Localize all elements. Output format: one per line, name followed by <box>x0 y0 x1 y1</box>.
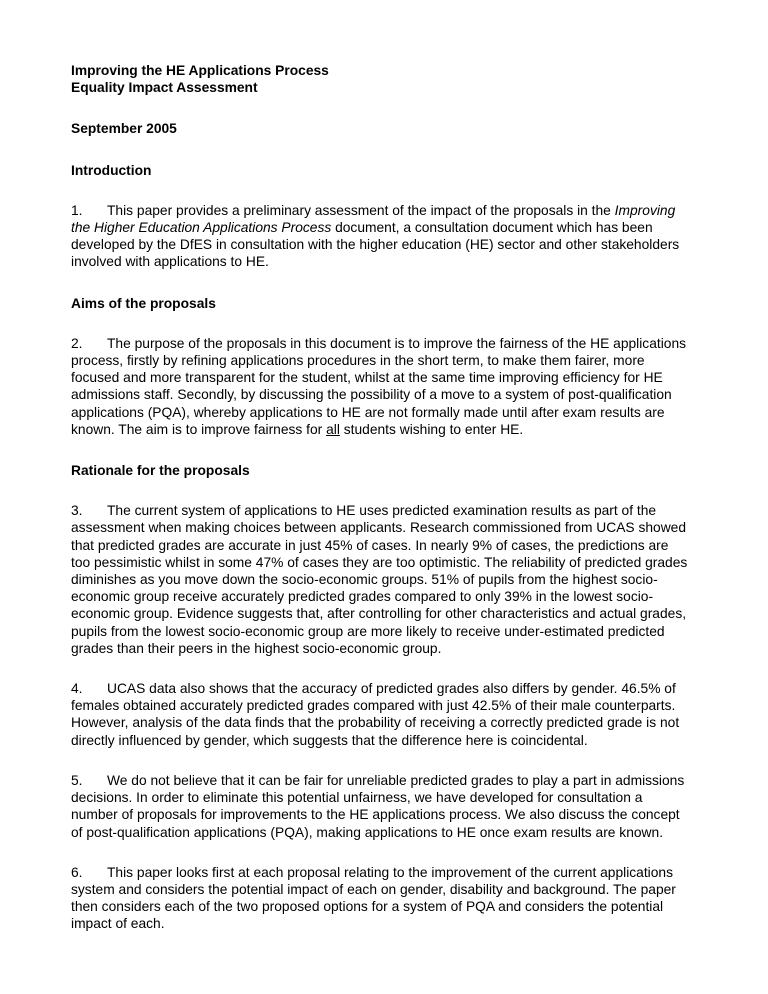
document-title-block <box>71 62 690 96</box>
paragraph-text: students wishing to enter HE. <box>339 421 524 437</box>
numbered-paragraph <box>71 680 691 749</box>
document-body <box>71 162 690 933</box>
paragraph-text: We do not believe that it can be fair for unreliable predicted grades to play a part in admissions decisions. In order to eliminate this potential unfairness, we have developed for consultation a number of proposals for improvements to the HE applications process. We also discuss the concept of post-qualification applications (PQA), making applications to HE once exam results are known. <box>71 772 685 840</box>
section-heading: Introduction <box>71 162 152 178</box>
paragraph-number: 3. <box>71 503 83 519</box>
section-heading: Rationale for the proposals <box>71 463 250 479</box>
paragraph-text: UCAS data also shows that the accuracy of predicted grades also differs by gender. 46.5% of females obtained accurately predicted grades compared with just 42.5% of their male counterparts. However, analysis of the data finds that the probability of receiving a correctly predicted grade is not directly influenced by gender, which suggests that the difference here is coincidental. <box>71 681 680 748</box>
numbered-paragraph <box>71 864 691 933</box>
document-title-line-2: Equality Impact Assessment <box>71 80 258 96</box>
document-date: September 2005 <box>71 121 177 137</box>
numbered-paragraph <box>71 202 691 271</box>
paragraph-text: This paper looks first at each proposal relating to the improvement of the current applications system and considers the potential impact of each on gender, disability and background. The paper then considers each of the two proposed options for a system of PQA and considers the potential impact of each. <box>71 864 676 932</box>
paragraph-number: 6. <box>71 864 83 880</box>
paragraph-number: 5. <box>71 772 83 788</box>
numbered-paragraph <box>71 335 691 438</box>
numbered-paragraph <box>71 772 691 841</box>
underlined-emphasis: all <box>326 421 340 437</box>
paragraph-number: 2. <box>71 335 83 351</box>
numbered-paragraph <box>71 502 691 657</box>
paragraph-text: document, a consultation document which has been developed by the DfES in consultation with the higher education (HE) sector and other stakeholders involved with applications to HE. <box>71 220 680 270</box>
paragraph-text: The purpose of the proposals in this document is to improve the fairness of the HE applications process, firstly by refining applications procedures in the short term, to make them fairer, more focused and more transparent for the student, whilst at the same time improving efficiency for HE admissions staff. Secondly, by discussing the possibility of a move to a system of post-qualification applications (PQA), whereby applications to HE are not formally made until after exam results are known. The aim is to improve fairness for <box>71 335 687 437</box>
paragraph-text: The current system of applications to HE uses predicted examination results as part of the assessment when making choices between applicants. Research commissioned from UCAS showed that predicted grades are accurate in just 45% of cases. In nearly 9% of cases, the predictions are too pessimistic whilst in some 47% of cases they are too optimistic. The reliability of predicted grades diminishes as you move down the socio-economic groups. 51% of pupils from the highest socio-economic group receive accurately predicted grades compared to only 39% in the lowest socio-economic group. Evidence suggests that, after controlling for other characteristics and actual grades, pupils from the lowest socio-economic group are more likely to receive under-estimated predicted grades than their peers in the highest socio-economic group. <box>71 503 688 656</box>
paragraph-number: 1. <box>71 202 83 218</box>
paragraph-text: This paper provides a preliminary assessment of the impact of the proposals in the <box>107 202 615 218</box>
italic-document-title: Improving the Higher Education Applications Process <box>71 202 676 236</box>
paragraph-number: 4. <box>71 681 83 697</box>
document-title-line-1: Improving the HE Applications Process <box>71 63 329 78</box>
section-heading: Aims of the proposals <box>71 295 216 311</box>
